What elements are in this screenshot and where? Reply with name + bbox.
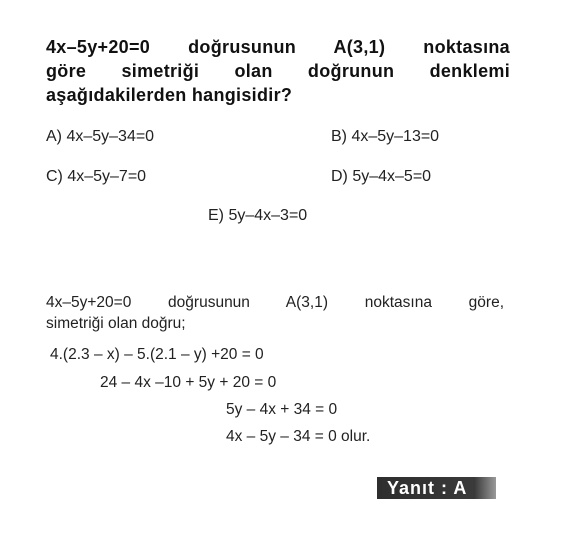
option-e: E) 5y–4x–3=0: [208, 207, 308, 224]
question-line-2: göre simetriği olan doğrunun denklemi: [46, 61, 510, 81]
option-b: B) 4x–5y–13=0: [331, 128, 440, 145]
option-d: D) 5y–4x–5=0: [331, 168, 432, 185]
solution-intro-line-1: 4x–5y+20=0 doğrusunun A(3,1) noktasına göre,: [46, 294, 504, 311]
option-c: C) 4x–5y–7=0: [46, 168, 147, 185]
solution-step-3: 5y – 4x + 34 = 0: [226, 401, 338, 418]
question-line-3: aşağıdakilerden hangisidir?: [46, 85, 293, 105]
option-a: A) 4x–5y–34=0: [46, 128, 155, 145]
answer-badge: Yanıt : A: [377, 477, 496, 499]
solution-step-4: 4x – 5y – 34 = 0 olur.: [226, 428, 371, 445]
question-line-1: 4x–5y+20=0 doğrusunun A(3,1) noktasına: [46, 37, 510, 57]
solution-step-1: 4.(2.3 – x) – 5.(2.1 – y) +20 = 0: [50, 346, 264, 363]
solution-intro-line-2: simetriği olan doğru;: [46, 315, 186, 332]
solution-step-2: 24 – 4x –10 + 5y + 20 = 0: [100, 374, 277, 391]
